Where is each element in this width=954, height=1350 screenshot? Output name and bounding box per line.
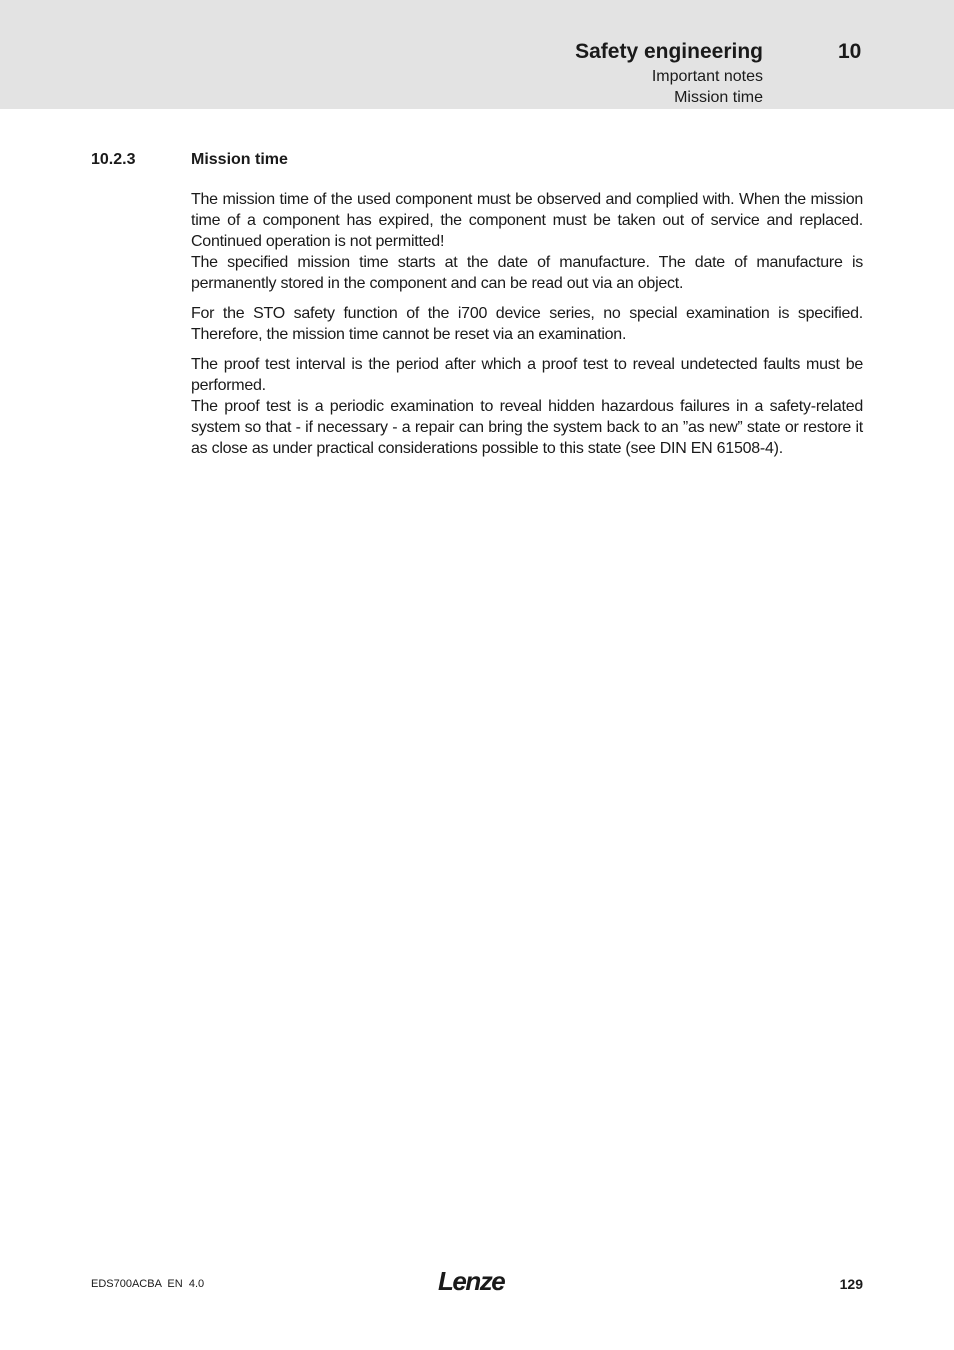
- paragraph: The mission time of the used component must be observed and complied with. When the mission time of a component has expired, the component must be taken out of service and replaced. Continued operation is not permitted!: [191, 191, 863, 250]
- header-subtitle-topic: Mission time: [674, 89, 763, 106]
- paragraph: The proof test interval is the period after which a proof test to reveal undetected faults must be performed.: [191, 356, 863, 394]
- chapter-number: 10: [838, 40, 862, 63]
- paragraph: The specified mission time starts at the date of manufacture. The date of manufacture is permanently stored in the component and can be read out via an object.: [191, 254, 863, 292]
- section-title: Mission time: [191, 151, 288, 168]
- paragraph: The proof test is a periodic examination to reveal hidden hazardous failures in a safety-related system so that - if necessary - a repair can bring the system back to an ”as new” state or restore it as close as under practical considerations possible to this state (see DIN EN 61508-4).: [191, 398, 863, 457]
- document-code: EDS700ACBA EN 4.0: [91, 1278, 205, 1290]
- header-subtitle-section: Important notes: [651, 68, 763, 85]
- chapter-title: Safety engineering: [575, 40, 763, 63]
- page-number: 129: [839, 1276, 863, 1292]
- page-header: [0, 0, 954, 109]
- lenze-logo: Lenze: [438, 1266, 505, 1296]
- section-number: 10.2.3: [91, 151, 136, 168]
- body-text: [191, 189, 863, 468]
- paragraph: For the STO safety function of the i700 device series, no special examination is specified. Therefore, the mission time cannot be reset via an examination.: [191, 305, 863, 343]
